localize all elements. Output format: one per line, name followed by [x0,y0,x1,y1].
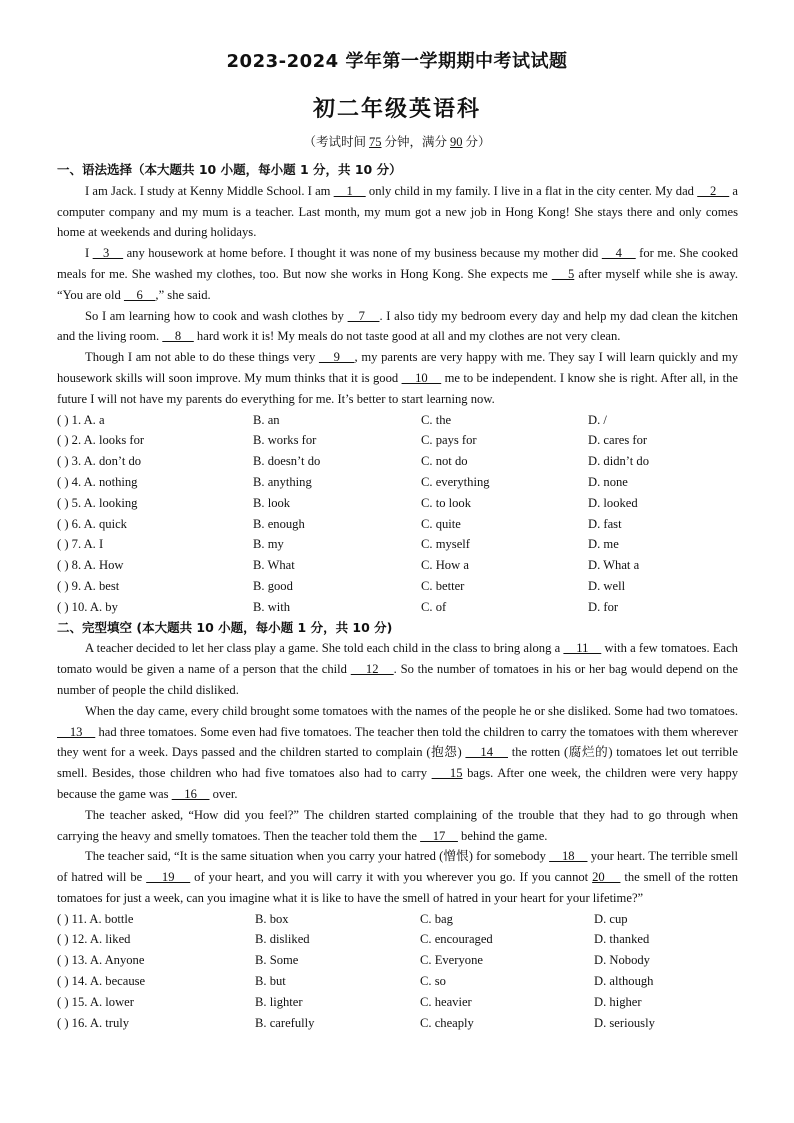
question-option-c[interactable]: C. to look [421,495,472,510]
question-row [57,555,738,576]
answer-blank[interactable]: 20 [592,870,621,885]
question-row [57,534,738,555]
question-option-c[interactable]: C. heavier [420,994,472,1009]
question-option-b[interactable]: B. an [253,412,280,427]
question-option-c[interactable]: C. of [421,599,447,614]
time-value: 75 [368,135,382,149]
passage-paragraph [57,243,738,305]
question-option-a[interactable]: ( ) 9. A. best [57,578,120,593]
question-option-d[interactable]: D. fast [588,516,622,531]
question-option-b[interactable]: B. Some [255,953,299,968]
question-row [57,929,738,950]
question-row [57,430,738,451]
exam-content [57,160,738,1033]
question-option-c[interactable]: C. bag [420,911,453,926]
question-option-b[interactable]: B. my [253,537,284,552]
passage-text: a computer company and my mum is a teacher. Last month, my mum got a new job in Hong Kong! She stays there and only comes home at weekends and during holidays. [57,183,739,240]
answer-blank[interactable]: 19 [146,870,191,885]
passage-text: over. [209,786,238,801]
answer-blank[interactable]: 18 [549,849,588,864]
subject-title: 初二年级英语科 [312,97,481,122]
answer-blank[interactable]: 17 [420,828,458,843]
question-option-d[interactable]: D. well [588,578,626,593]
passage-paragraph [57,805,738,847]
passage-paragraph [57,306,738,348]
question-option-b[interactable]: B. works for [253,433,317,448]
question-option-c[interactable]: C. not do [421,454,468,469]
info-suffix: 分） [465,135,491,149]
question-row [57,597,738,618]
question-option-a[interactable]: ( ) 2. A. looks for [57,433,145,448]
question-option-c[interactable]: C. myself [421,537,470,552]
passage-text: with a few tomatoes. Each tomato would be given a name of a person that the child [57,641,738,677]
question-option-b[interactable]: B. anything [253,474,312,489]
section1-questions [57,410,738,618]
passage-text: . So the number of tomatoes in his or her bag would depend on the number of people the child disliked. [57,662,739,697]
question-option-b[interactable]: B. disliked [255,932,310,947]
exam-info [0,132,794,150]
question-row [57,472,738,493]
question-option-b[interactable]: B. but [255,974,286,989]
answer-blank[interactable]: 14 [465,745,508,760]
passage-text: I [85,246,93,261]
question-option-d[interactable]: D. Nobody [594,953,650,968]
passage-paragraph [57,347,738,409]
passage-text: your heart. The terrible smell of hatred will be [57,849,738,885]
passage-text: I am Jack. I study at Kenny Middle School. I am [85,183,334,198]
info-middle: 分钟，满分 [384,135,447,149]
question-option-c[interactable]: C. pays for [421,433,477,448]
question-row [57,992,738,1013]
question-row [57,514,738,535]
info-prefix: （考试时间 [303,135,366,149]
question-option-d[interactable]: D. although [594,974,654,989]
passage-paragraph [57,701,738,805]
question-option-a[interactable]: ( ) 13. A. Anyone [57,953,145,968]
answer-blank[interactable]: 7 [347,308,380,323]
question-option-d[interactable]: D. didn’t do [588,454,649,469]
question-option-d[interactable]: D. higher [594,994,642,1009]
question-option-b[interactable]: B. look [253,495,291,510]
answer-blank[interactable]: 13 [57,724,96,739]
passage-text: hard work it is! My meals do not taste good at all and my clothes are not very clean. [193,329,621,344]
answer-blank[interactable]: 2 [697,183,730,198]
question-option-c[interactable]: C. better [421,578,465,593]
score-value: 90 [450,135,463,149]
answer-blank[interactable]: 9 [318,350,355,365]
question-option-c[interactable]: C. quite [421,516,461,531]
question-option-d[interactable]: D. What a [588,558,640,573]
section1-title: 一、语法选择（本大题共 10 小题，每小题 1 分，共 10 分） [57,162,402,177]
question-option-c[interactable]: C. How a [421,558,469,573]
passage-text: When the day came, every child brought some tomatoes with the names of the people he or she disliked. Some had two tomatoes. [85,703,738,718]
question-row [57,1013,738,1034]
passage-text: Though I am not able to do these things very [85,350,319,365]
passage-text: any housework at home before. I thought it was none of my business because my mother did [123,246,602,261]
passage-text: of your heart, and you will carry it with you wherever you go. If you cannot [190,870,593,885]
passage-text: me to be independent. I know she is right. After all, in the future I will not have my parents do everything for me. It’s better to start learning now. [57,370,738,406]
passage-text: The teacher asked, “How did you feel?” The children started complaining of the trouble that they had to go through when carrying the heavy and smelly tomatoes. Then the teacher told them the [57,807,738,843]
passage-text: ,” she said. [155,287,211,302]
question-option-d[interactable]: D. looked [588,495,638,510]
question-option-a[interactable]: ( ) 7. A. I [57,537,104,552]
answer-blank[interactable]: 3 [92,246,124,261]
answer-blank[interactable]: 5 [551,266,575,281]
passage-text: A teacher decided to let her class play a game. She told each child in the class to bring along a [85,641,564,656]
question-option-a[interactable]: ( ) 8. A. How [57,558,124,573]
question-option-a[interactable]: ( ) 3. A. don’t do [57,454,142,469]
question-option-b[interactable]: B. carefully [255,1015,315,1030]
passage-text: . I also tidy my bedroom every day and help my dad clean the kitchen and the living room. [57,308,738,344]
passage-text: only child in my family. I live in a flat in the city center. My dad [365,183,698,198]
answer-blank[interactable]: 16 [171,786,210,801]
answer-blank[interactable]: 12 [350,662,394,677]
passage-text: behind the game. [457,828,548,843]
question-option-c[interactable]: C. so [420,974,446,989]
passage-text: the smell of the rotten tomatoes for just a week, can you imagine what it is like to have the smell of hatred in your heart for your lifetime?” [57,870,739,905]
question-option-b[interactable]: B. What [253,558,295,573]
question-option-a[interactable]: ( ) 6. A. quick [57,516,127,531]
answer-blank[interactable]: 4 [601,246,636,261]
exam-title: 2023-2024 学年第一学期期中考试试题 [226,51,568,72]
answer-blank[interactable]: 6 [123,287,156,302]
question-option-a[interactable]: ( ) 14. A. because [57,974,146,989]
section2-questions [57,909,738,1034]
question-option-d[interactable]: D. cares for [588,433,648,448]
section2-title: 二、完型填空 (本大题共 10 小题，每小题 1 分，共 10 分) [57,619,393,635]
passage-text: So I am learning how to cook and wash clothes by [85,308,348,323]
answer-blank[interactable]: 1 [333,183,366,198]
question-option-a[interactable]: ( ) 15. A. lower [57,994,134,1009]
question-option-c[interactable]: C. Everyone [420,953,483,968]
question-option-d[interactable]: D. me [588,537,619,552]
passage-text: for me. She cooked meals for me. She washed my clothes, too. But now she works in Hong Kong. She expects me [57,246,739,281]
answer-blank[interactable]: 8 [162,329,194,344]
question-option-b[interactable]: B. box [255,911,289,926]
question-option-d[interactable]: D. seriously [594,1015,655,1030]
passage-paragraph [57,638,738,700]
question-option-b[interactable]: B. enough [253,516,305,531]
passage-text: the rotten (腐烂的) tomatoes let out terrible smell. Besides, those children who had five tomatoes also had to carry [57,745,739,781]
question-row [57,950,738,971]
question-option-a[interactable]: ( ) 1. A. a [57,412,105,427]
question-option-c[interactable]: C. cheaply [420,1015,474,1030]
question-option-d[interactable]: D. thanked [594,932,650,947]
answer-blank[interactable]: 15 [431,766,463,781]
question-row [57,451,738,472]
section2-passage [57,638,738,908]
question-option-d[interactable]: D. cup [594,911,628,926]
passage-text: had three tomatoes. Some even had five tomatoes. The teacher then told the children to carry the tomatoes with them wherever they went for a week. Days passed and the children started to complain (抱怨) [57,724,738,760]
question-option-b[interactable]: B. with [253,599,291,614]
question-option-b[interactable]: B. lighter [255,994,303,1009]
question-option-a[interactable]: ( ) 11. A. bottle [57,911,134,926]
passage-text: , my parents are very happy with me. They say I will learn quickly and my housework skills will soon improve. My mum thinks that it is good [57,350,739,385]
question-option-a[interactable]: ( ) 10. A. by [57,599,118,614]
passage-paragraph [57,846,738,908]
question-option-a[interactable]: ( ) 16. A. truly [57,1015,130,1030]
answer-blank[interactable]: 11 [563,641,602,656]
answer-blank[interactable]: 10 [401,370,442,385]
question-option-b[interactable]: B. good [253,578,293,593]
question-option-c[interactable]: C. the [421,412,452,427]
question-row [57,576,738,597]
question-option-d[interactable]: D. / [588,412,607,427]
question-option-a[interactable]: ( ) 4. A. nothing [57,474,138,489]
question-option-a[interactable]: ( ) 5. A. looking [57,495,138,510]
passage-text: The teacher said, “It is the same situation when you carry your hatred (憎恨) for somebody [85,849,550,864]
question-row [57,410,738,431]
question-row [57,909,738,930]
question-option-c[interactable]: C. encouraged [420,932,493,947]
passage-text: bags. After one week, the children were very happy because the game was [57,766,739,801]
question-option-d[interactable]: D. for [588,599,619,614]
section1-passage [57,181,738,410]
question-row [57,493,738,514]
question-option-b[interactable]: B. doesn’t do [253,454,321,469]
passage-text: after myself while she is away. “You are old [57,266,739,302]
question-option-a[interactable]: ( ) 12. A. liked [57,932,131,947]
question-option-c[interactable]: C. everything [421,474,490,489]
passage-paragraph [57,181,738,243]
question-option-d[interactable]: D. none [588,474,628,489]
question-row [57,971,738,992]
